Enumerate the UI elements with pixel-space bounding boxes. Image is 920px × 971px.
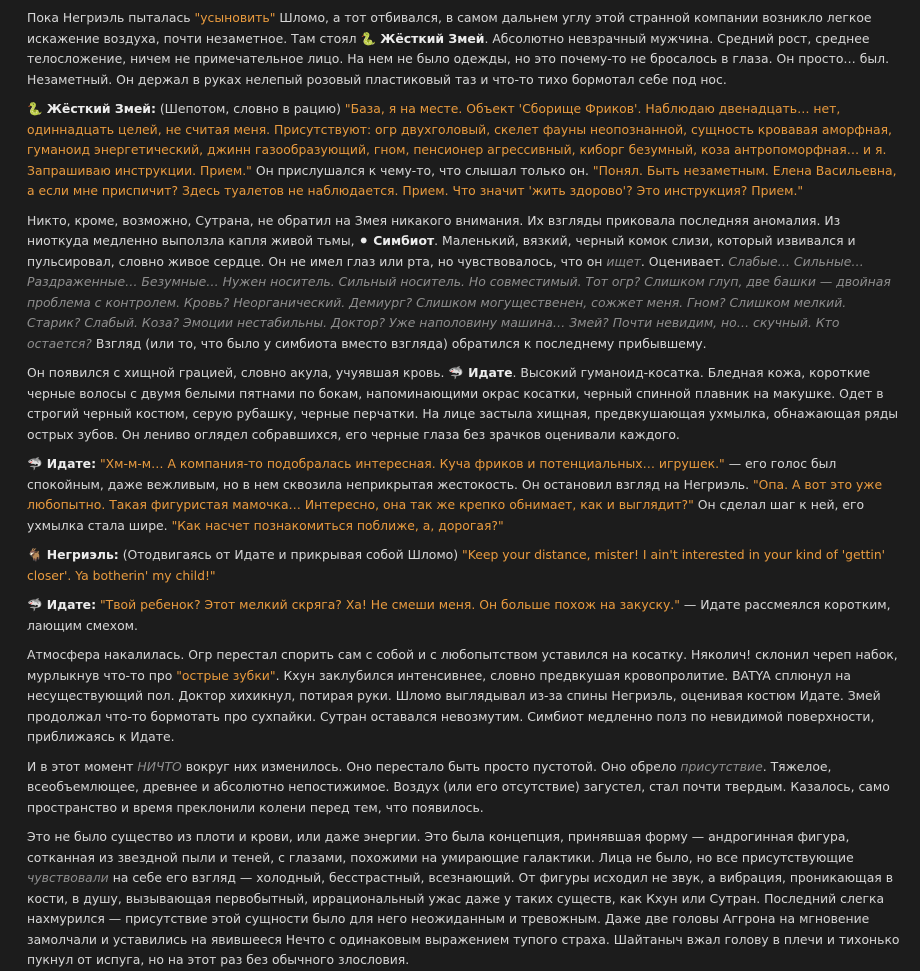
character-name: 🦈 Идате: bbox=[27, 456, 97, 471]
italic-thought: НИЧТО bbox=[137, 758, 182, 774]
dialogue-quote: "Как насчет познакомиться поближе, а, дорогая?" bbox=[171, 517, 504, 533]
narration-text: (Шепотом, словно в рацию) bbox=[155, 101, 345, 116]
italic-thought: Слабые… Сильные… Раздраженные… Безумные… Нужен носитель. Сильный носитель. Но совместимый. Тот огр? Слишком глуп, две башки — двойная проблема с контролем. Кровь? Неорганический. Демиург? Слишком могущественен, сожжет меня. Гном? Слишком мелкий. Старик? Слабый. Коза? Эмоции нестабильны. Доктор? Уже наполовину машина… Змей? Почти невидим, но… скучный. Кто остается? bbox=[27, 253, 891, 351]
dialogue-quote: "острые зубки" bbox=[176, 667, 276, 683]
story-paragraph bbox=[27, 454, 902, 536]
narration-text: . Тяжелое, всеобъемлющее, древнее и абсолютно непостижимое. Воздух (или его отсутствие) загустел, стал почти твердым. Казалось, само пространство и время преклонили колени перед тем, что появилось. bbox=[27, 758, 890, 815]
dialogue-quote: "Хм-м-м… А компания-то подобралась интересная. Куча фриков и потенциальных… игрушек." bbox=[99, 456, 725, 471]
narration-text: И в этот момент bbox=[27, 758, 138, 774]
italic-thought: ищет bbox=[606, 253, 641, 269]
story-paragraph bbox=[27, 827, 902, 971]
narration-text: . Маленький, вязкий, черный комок слизи, который извивался и пульсировал, словно живое сердце. Он не имел глаз или рта, но чувствовалось, что он bbox=[27, 233, 856, 269]
dialogue-quote: "Keep your distance, mister! I ain't interested in your kind of 'gettin' closer'. Ya botherin' my child!" bbox=[27, 547, 886, 583]
narration-text: Пока Негриэль пыталась bbox=[27, 10, 195, 25]
story-paragraph bbox=[27, 757, 902, 819]
dialogue-quote: "Понял. Быть незаметным. Елена Васильевна, а если мне приспичит? Здесь туалетов не наблюдается. Прием. Что значит 'жить здорово'? Это инструкция? Прием." bbox=[27, 162, 897, 198]
character-name: 🐐 Негриэль: bbox=[27, 547, 119, 562]
story-paragraph bbox=[27, 211, 902, 355]
story-paragraph bbox=[27, 545, 902, 586]
narration-text: Он сделал шаг к ней, его ухмылка стала шире. bbox=[27, 497, 865, 533]
story-paragraph bbox=[27, 363, 902, 445]
narration-text: Он появился с хищной грацией, словно акула, учуявшая кровь. bbox=[27, 365, 449, 380]
dialogue-quote: "усыновить" bbox=[194, 10, 276, 25]
character-name: 🦈 Идате bbox=[448, 365, 513, 380]
narration-text: . Кхун заклубился интенсивнее, словно предвкушая кровопролитие. BATYA сплюнул на несуществующий пол. Доктор хихикнул, потирая руки. Шломо выглядывал из-за спины Негриэль, оценивая костюм Идате. Змей продолжал что-то бормотать про сухпайки. Сутран оставался невозмутим. Симбиот медленно полз по невидимой поверхности, приближаясь к Идате. bbox=[27, 667, 881, 744]
story-paragraph bbox=[27, 99, 902, 202]
narration-text: Никто, кроме, возможно, Сутрана, не обратил на Змея никакого внимания. Их взгляды приковала последняя аномалия. Из ниоткуда медленно выползла капля живой тьмы, bbox=[27, 212, 841, 248]
narration-text: — его голос был спокойным, даже вежливым, но в нем сквозила неприкрытая жестокость. Он остановил взгляд на Негриэль. bbox=[27, 456, 837, 492]
narration-text: — Идате рассмеялся коротким, лающим смехом. bbox=[27, 597, 891, 633]
narration-text: . Высокий гуманоид-косатка. Бледная кожа, короткие черные волосы с двумя белыми пятнами по бокам, напоминающими окрас косатки, черный спинной плавник на макушке. Одет в строгий черный костюм, серую рубашку, черные перчатки. На лице застыла хищная, предвкушающая ухмылка, обнажающая ряды острых зубов. Он лениво оглядел собравшихся, его черные глаза без зрачков оценивали каждого. bbox=[27, 365, 899, 442]
character-name: 🐍 Жёсткий Змей: bbox=[27, 101, 156, 116]
narration-text: Шломо, а тот отбивался, в самом дальнем углу этой странной компании возникло легкое искажение воздуха, почти незаметное. Там стоял bbox=[27, 10, 872, 46]
story-paragraph bbox=[27, 8, 902, 90]
dialogue-quote: "База, я на месте. Объект 'Сборище Фриков'. Наблюдаю двенадцать… нет, одиннадцать целей, не считая меня. Присутствуют: огр двухголовый, скелет фауны неопознанной, сущность кровавая аморфная, гуманоид энергетический, джинн газообразующий, гном, пенсионер агрессивный, киборг безумный, коза антропоморфная… и я. Запрашиваю инструкции. Прием." bbox=[27, 101, 892, 178]
dialogue-quote: "Опа. А вот это уже любопытно. Такая фигуристая мамочка… Интересно, она так же крепко обнимает, как и выглядит?" bbox=[27, 476, 883, 512]
story-paragraph bbox=[27, 595, 902, 636]
narration-text: . Оценивает. bbox=[640, 253, 729, 269]
character-name: 🦈 Идате: bbox=[27, 597, 97, 612]
narration-text: вокруг них изменилось. Оно перестало быть просто пустотой. Оно обрело bbox=[181, 758, 681, 774]
narration-text: Это не было существо из плоти и крови, или даже энергии. Это была концепция, принявшая форму — андрогинная фигура, сотканная из звездной пыли и теней, с глазами, похожими на умирающие галактики. Лица не было, но все присутствующие bbox=[27, 829, 854, 865]
dialogue-quote: "Твой ребенок? Этот мелкий скряга? Ха! Не смеши меня. Он больше похож на закуску." bbox=[99, 597, 680, 612]
narration-text: . Абсолютно невзрачный мужчина. Средний рост, среднее телосложение, ничем не примечательное лицо. На нем не было одежды, но это почему-то не бросалось в глаза. Он просто… был. Незаметный. Он держал в руках нелепый розовый пластиковый таз и что-то тихо бормотал себе под нос. bbox=[27, 30, 890, 87]
italic-thought: чувствовали bbox=[27, 870, 109, 885]
story-paragraph bbox=[27, 645, 902, 748]
narration-text: на себе его взгляд — холодный, бесстрастный, всезнающий. От фигуры исходил не звук, а вибрация, проникающая в кости, в душу, вызывающая первобытный, иррациональный ужас даже у таких существ, как Кхун или Сутран. Последний слегка нахмурился — присутствие этой сущности было для него неожиданным и тревожным. Даже две головы Аггрона на мгновение замолчали и уставились на явившееся Нечто с одинаковым выражением тупого страха. Шайтаныч вжал голову в плечи и тихонько пукнул от испуга, но на этот раз без обычного злословия. bbox=[27, 870, 900, 967]
italic-thought: присутствие bbox=[680, 758, 763, 774]
narration-text: Атмосфера накалилась. Огр перестал спорить сам с собой и с любопытством уставился на косатку. Няколич! склонил череп набок, мурлыкнув что-то про bbox=[27, 647, 898, 683]
narration-text: Он прислушался к чему-то, что слышал только он. bbox=[251, 162, 593, 178]
narration-text: Взгляд (или то, что было у симбиота вместо взгляда) обратился к последнему прибывшему. bbox=[91, 335, 707, 351]
character-name: 🐍 Жёсткий Змей bbox=[360, 30, 485, 46]
character-name: ⚫ Симбиот bbox=[358, 233, 435, 248]
narration-text: (Отодвигаясь от Идате и прикрывая собой Шломо) bbox=[118, 547, 463, 562]
